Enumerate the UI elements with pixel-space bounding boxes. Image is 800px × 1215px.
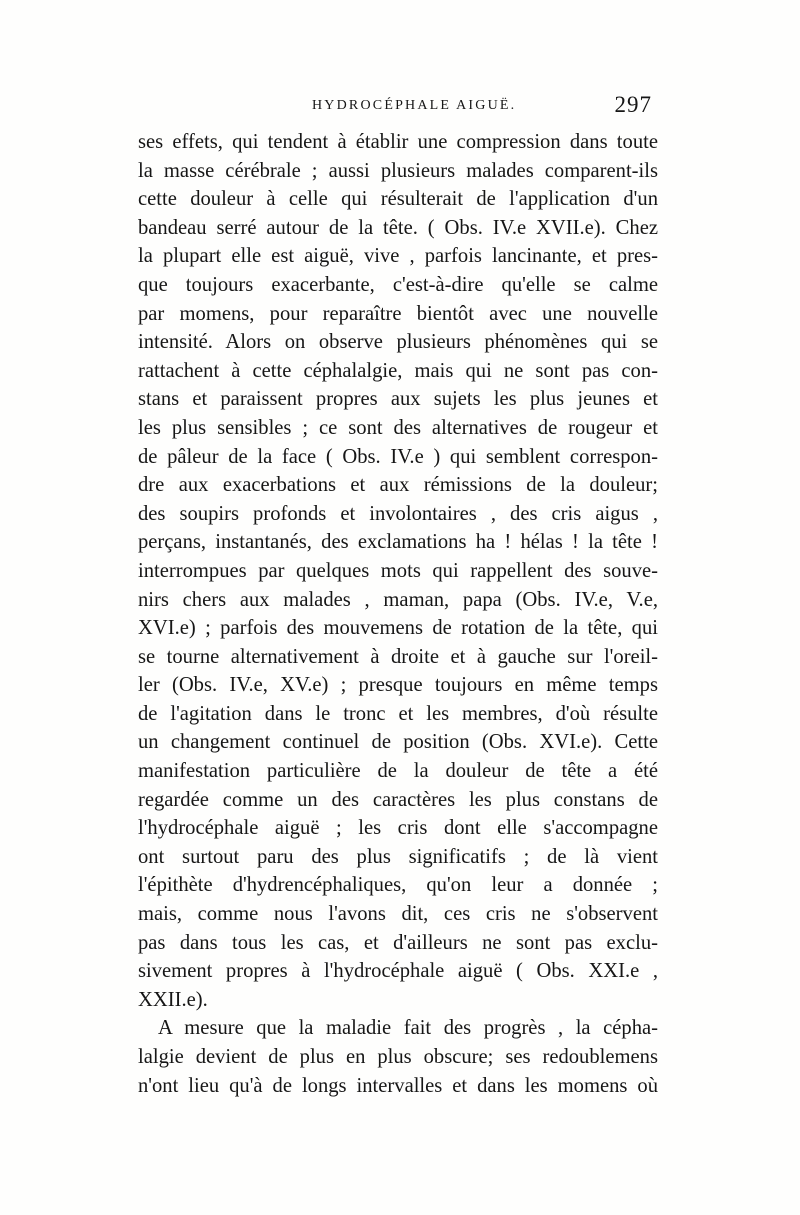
- page-number: 297: [614, 92, 652, 117]
- text-line: n'ont lieu qu'à de longs intervalles et dans les momens où: [138, 1074, 658, 1097]
- text-line: stans et paraissent propres aux sujets les plus jeunes et: [138, 388, 658, 411]
- text-line: XXII.e).: [138, 988, 208, 1011]
- text-line: dre aux exacerbations et aux rémissions de la douleur;: [138, 474, 658, 497]
- text-line: que toujours exacerbante, c'est-à-dire qu'elle se calme: [138, 273, 658, 296]
- text-line: mais, comme nous l'avons dit, ces cris ne s'observent: [138, 903, 658, 926]
- text-line: perçans, instantanés, des exclamations ha ! hélas ! la tête !: [138, 531, 658, 554]
- text-line: rattachent à cette céphalalgie, mais qui ne sont pas con-: [138, 359, 658, 382]
- text-line: l'hydrocéphale aiguë ; les cris dont elle s'accompagne: [138, 817, 658, 840]
- body-text: [138, 128, 658, 1100]
- text-line: regardée comme un des caractères les plus constans de: [138, 788, 658, 811]
- text-line: un changement continuel de position (Obs. XVI.e). Cette: [138, 731, 658, 754]
- text-line: les plus sensibles ; ce sont des alternatives de rougeur et: [138, 416, 658, 439]
- text-line: manifestation particulière de la douleur de tête a été: [138, 760, 658, 783]
- text-line: de pâleur de la face ( Obs. IV.e ) qui semblent correspon-: [138, 445, 658, 468]
- text-line: de l'agitation dans le tronc et les membres, d'où résulte: [138, 702, 658, 725]
- text-line: intensité. Alors on observe plusieurs phénomènes qui se: [138, 331, 658, 354]
- text-line: pas dans tous les cas, et d'ailleurs ne sont pas exclu-: [138, 931, 658, 954]
- text-line: la masse cérébrale ; aussi plusieurs malades comparent-ils: [138, 159, 658, 182]
- text-line: XVI.e) ; parfois des mouvemens de rotation de la tête, qui: [138, 617, 658, 640]
- text-line: nirs chers aux malades , maman, papa (Obs. IV.e, V.e,: [138, 588, 658, 611]
- text-line: sivement propres à l'hydrocéphale aiguë ( Obs. XXI.e ,: [138, 960, 658, 983]
- text-line: ont surtout paru des plus significatifs ; de là vient: [138, 845, 658, 868]
- text-line: ses effets, qui tendent à établir une compression dans toute: [138, 131, 658, 153]
- text-line: par momens, pour reparaître bientôt avec une nouvelle: [138, 302, 658, 325]
- text-line: interrompues par quelques mots qui rappellent des souve-: [138, 559, 658, 582]
- text-line: l'épithète d'hydrencéphaliques, qu'on leur a donnée ;: [138, 874, 658, 897]
- text-line: cette douleur à celle qui résulterait de l'application d'un: [138, 188, 658, 211]
- text-line: la plupart elle est aiguë, vive , parfois lancinante, et pres-: [138, 245, 658, 268]
- text-line: se tourne alternativement à droite et à gauche sur l'oreil-: [138, 645, 658, 668]
- text-line: des soupirs profonds et involontaires , des cris aigus ,: [138, 502, 658, 525]
- text-line: ler (Obs. IV.e, XV.e) ; presque toujours en même temps: [138, 674, 658, 697]
- text-line: A mesure que la maladie fait des progrès , la cépha-: [158, 1017, 658, 1040]
- page-header: [138, 92, 658, 122]
- text-line: bandeau serré autour de la tête. ( Obs. IV.e XVII.e). Chez: [138, 216, 658, 239]
- running-title: HYDROCÉPHALE AIGUË.: [312, 98, 517, 113]
- text-line: lalgie devient de plus en plus obscure; ses redoublemens: [138, 1046, 658, 1068]
